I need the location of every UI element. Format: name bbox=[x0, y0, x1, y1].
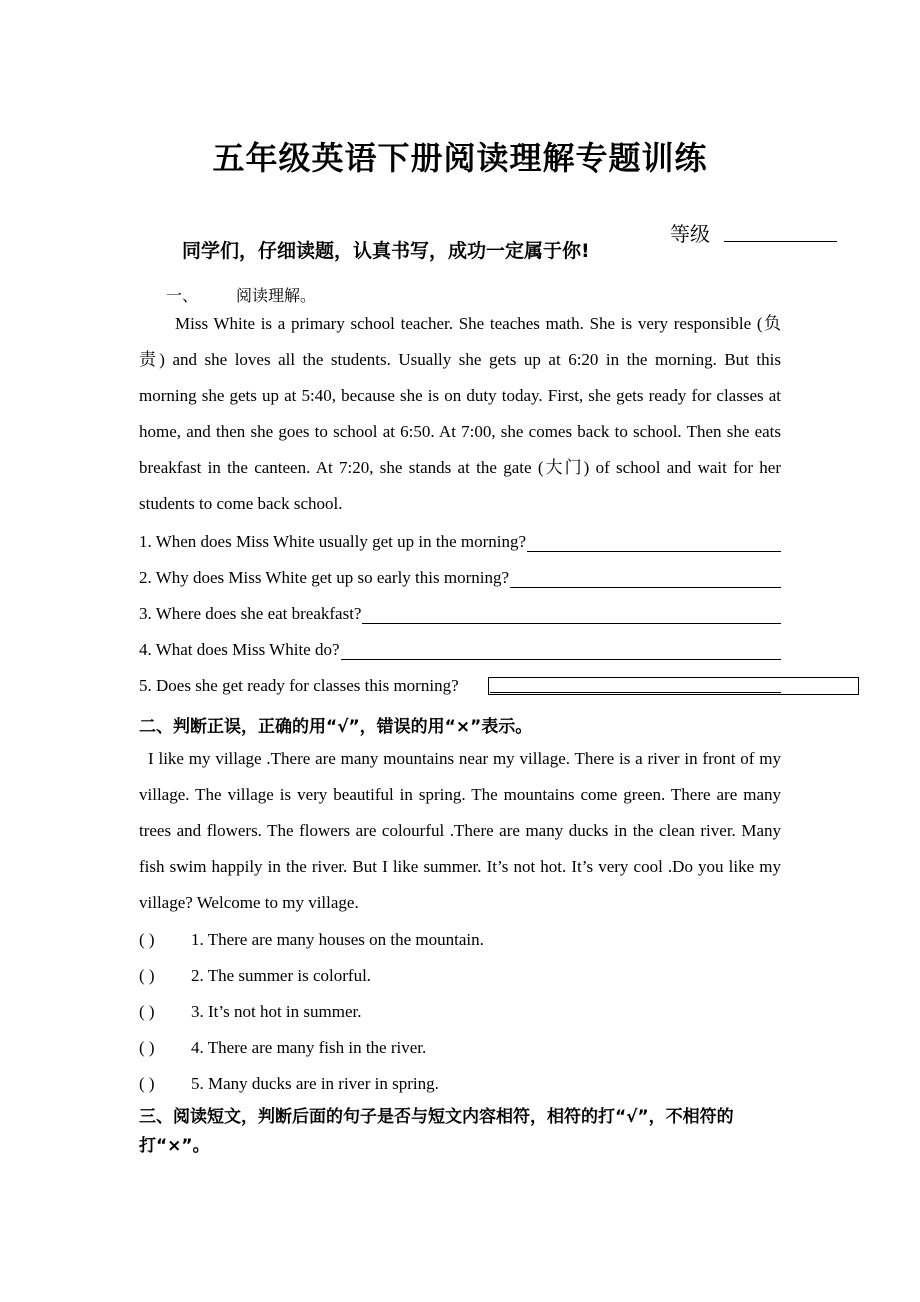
judge-answer-4[interactable]: ( ) bbox=[139, 1038, 155, 1057]
section1-passage: Miss White is a primary school teacher. She teaches math. She is very responsible (负责) and she loves all the students. Usually she gets up at 6:20 in the morning. But this morning she gets up at 5:40, because she is on duty today. First, she gets ready for classes at home, and then she goes to school at 6:50. At 7:00, she comes back to school. Then she eats breakfast in the canteen. At 7:20, she stands at the gate (大门) of school and wait for her students to come back school. bbox=[139, 314, 781, 513]
motto: 同学们，仔细读题，认真书写，成功一定属于你! bbox=[182, 240, 590, 262]
page-title: 五年级英语下册阅读理解专题训练 bbox=[212, 139, 708, 177]
answer-blank-2[interactable] bbox=[510, 571, 781, 588]
section2-passage: I like my village .There are many mountains near my village. There is a river in front of my village. The village is very beautiful in spring. The mountains come green. There are many trees and flowers. The flowers are colourful .There are many ducks in the clean river. Many fish swim happily in the river. But I like summer. It’s not hot. It’s very cool .Do you like my village? Welcome to my village. bbox=[139, 749, 781, 912]
judge-item-5: ( ) 5. Many ducks are in river in spring. bbox=[139, 1074, 439, 1093]
judge-item-1: ( ) 1. There are many houses on the mountain. bbox=[139, 930, 484, 949]
question-3: 3. Where does she eat breakfast? bbox=[139, 604, 781, 624]
section1-title: 阅读理解。 bbox=[236, 286, 317, 305]
judge-answer-3[interactable]: ( ) bbox=[139, 1002, 155, 1021]
question-4: 4. What does Miss White do? bbox=[139, 640, 781, 660]
section1-heading bbox=[166, 283, 316, 306]
grade-blank[interactable] bbox=[724, 241, 837, 242]
judge-answer-2[interactable]: ( ) bbox=[139, 966, 155, 985]
judge-item-3: ( ) 3. It’s not hot in summer. bbox=[139, 1002, 362, 1021]
answer-blank-5 bbox=[490, 692, 781, 693]
grade-label: 等级 bbox=[670, 222, 710, 246]
judge-answer-5[interactable]: ( ) bbox=[139, 1074, 155, 1093]
question-1: 1. When does Miss White usually get up in the morning? bbox=[139, 532, 781, 552]
answer-blank-4[interactable] bbox=[341, 643, 781, 660]
question-5: 5. Does she get ready for classes this morning? bbox=[139, 676, 459, 695]
section1-number: 一、 bbox=[166, 286, 199, 305]
judge-item-2: ( ) 2. The summer is colorful. bbox=[139, 966, 372, 985]
answer-blank-3[interactable] bbox=[362, 607, 781, 624]
answer-blank-1[interactable] bbox=[527, 535, 781, 552]
question-2: 2. Why does Miss White get up so early this morning? bbox=[139, 568, 781, 588]
section3-heading: 三、阅读短文，判断后面的句子是否与短文内容相符，相符的打“√”，不相符的打“×”。 bbox=[139, 1107, 734, 1156]
section2-heading: 二、判断正误，正确的用“√”，错误的用“×”表示。 bbox=[139, 717, 533, 737]
judge-answer-1[interactable]: ( ) bbox=[139, 930, 155, 949]
judge-item-4: ( ) 4. There are many fish in the river. bbox=[139, 1038, 427, 1057]
